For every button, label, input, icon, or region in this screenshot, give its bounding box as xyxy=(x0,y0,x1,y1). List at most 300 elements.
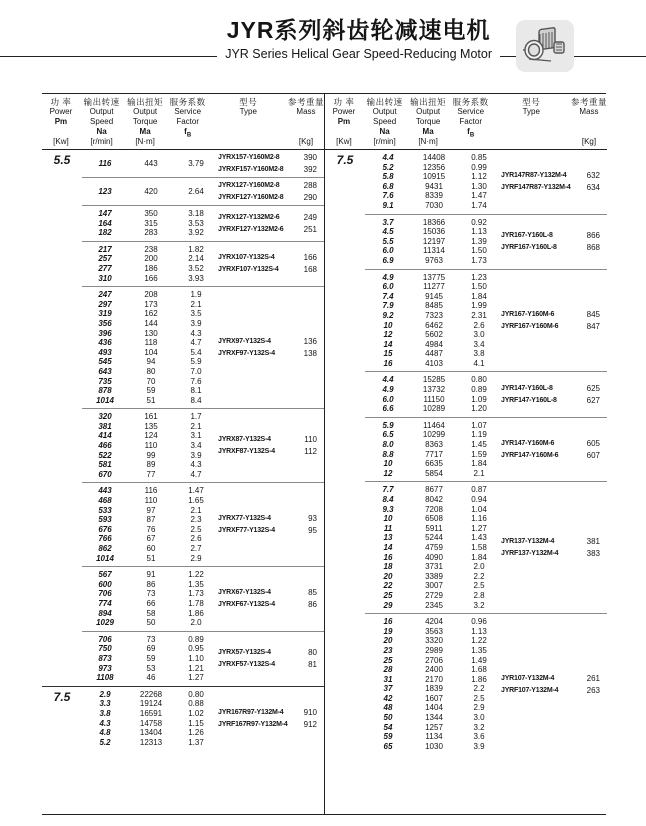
output-torque-value: 350 xyxy=(144,209,158,218)
mass-value: 383 xyxy=(586,549,600,559)
output-torque-value: 11464 xyxy=(423,420,445,430)
output-torque-value: 76 xyxy=(146,524,156,534)
service-factor-value: 1.23 xyxy=(471,272,487,282)
table-row xyxy=(365,282,501,292)
header-cn-torque: 输出扭矩 xyxy=(410,97,447,107)
output-speed-value: 774 xyxy=(98,598,112,608)
output-speed-value: 147 xyxy=(98,209,112,218)
service-factor-value: 1.86 xyxy=(188,608,204,618)
page-title-block xyxy=(217,12,500,65)
output-torque-value: 110 xyxy=(144,441,158,451)
mass-value: 607 xyxy=(586,451,600,461)
type-mass-row xyxy=(218,337,324,346)
type-mass-row xyxy=(218,600,324,609)
service-factor-value: 1.68 xyxy=(471,665,487,675)
output-torque-value: 9763 xyxy=(425,255,443,265)
type-mass-block xyxy=(218,181,324,202)
service-factor-value: 3.92 xyxy=(188,228,204,238)
service-factor-value: 2.9 xyxy=(190,553,202,563)
header-symbol-torque: Ma xyxy=(139,127,151,136)
model-type: JYR167-Y160M-6 xyxy=(501,311,555,318)
service-factor-value: 1.82 xyxy=(188,244,204,254)
type-mass-row xyxy=(501,171,607,180)
output-torque-value: 15285 xyxy=(422,375,446,385)
output-torque-value: 8339 xyxy=(425,191,443,201)
output-torque-value: 161 xyxy=(144,412,158,422)
service-factor-value: 1.74 xyxy=(471,200,487,210)
ratio-group xyxy=(365,613,607,754)
ratio-group xyxy=(82,687,324,751)
table-row xyxy=(82,348,218,358)
power-block xyxy=(325,150,607,754)
type-mass-row xyxy=(218,660,324,669)
table-row xyxy=(82,441,218,451)
output-speed-value: 735 xyxy=(98,376,112,386)
output-torque-value: 99 xyxy=(146,450,156,460)
header-en-speed-1: Speed xyxy=(373,117,397,126)
table-row xyxy=(365,524,501,534)
data-rows xyxy=(82,690,218,748)
header-en-factor-1: Factor xyxy=(459,117,483,126)
type-mass-row xyxy=(218,588,324,597)
service-factor-value: 8.1 xyxy=(190,386,202,396)
table-row xyxy=(82,525,218,535)
output-torque-value: 4204 xyxy=(425,617,443,627)
service-factor-value: 0.95 xyxy=(188,644,204,654)
model-type: JYRF137-Y132M-4 xyxy=(501,550,559,558)
model-type: JYR137-Y132M-4 xyxy=(501,538,555,546)
output-speed-value: 277 xyxy=(98,263,112,273)
output-speed-value: 16 xyxy=(383,358,393,368)
service-factor-value: 2.0 xyxy=(190,618,202,628)
table-row xyxy=(365,459,501,469)
service-factor-value: 8.4 xyxy=(190,395,202,405)
output-speed-value: 436 xyxy=(98,338,112,348)
mass-value: 625 xyxy=(586,384,600,394)
output-torque-value: 12356 xyxy=(422,162,446,172)
output-speed-value: 396 xyxy=(98,328,112,338)
table-row xyxy=(365,440,501,450)
service-factor-value: 4.1 xyxy=(473,358,485,368)
type-mass-row xyxy=(218,181,324,190)
output-torque-value: 124 xyxy=(144,431,158,441)
mass-value: 93 xyxy=(308,514,317,524)
table-row xyxy=(365,485,501,495)
table-row xyxy=(82,635,218,645)
type-mass-row xyxy=(218,720,324,729)
mass-value: 138 xyxy=(303,349,317,359)
header-col-speed xyxy=(80,97,124,147)
table-row xyxy=(82,309,218,319)
output-speed-value: 443 xyxy=(98,486,112,496)
mass-value: 912 xyxy=(303,720,317,729)
service-factor-value: 7.0 xyxy=(190,366,202,376)
table-row xyxy=(82,187,218,197)
service-factor-value: 4.7 xyxy=(190,469,202,479)
service-factor-value: 2.7 xyxy=(190,544,202,553)
output-speed-value: 217 xyxy=(98,244,112,254)
header-en-torque-1: Torque xyxy=(132,117,158,126)
type-mass-row xyxy=(218,265,324,274)
header-en-factor-0: Service xyxy=(457,107,485,116)
power-value: 7.5 xyxy=(336,153,354,167)
output-torque-value: 53 xyxy=(146,663,156,673)
model-type: JYRF107-Y132M-4 xyxy=(501,686,559,694)
output-speed-value: 878 xyxy=(98,386,112,396)
service-factor-value: 1.13 xyxy=(471,626,487,636)
output-torque-value: 144 xyxy=(144,318,158,328)
output-speed-value: 522 xyxy=(98,450,112,460)
model-type: JYR147R87-Y132M-4 xyxy=(501,172,567,180)
ratio-group xyxy=(82,482,324,566)
output-speed-value: 116 xyxy=(98,158,112,168)
service-factor-value: 3.2 xyxy=(473,722,485,732)
output-speed-value: 1014 xyxy=(96,395,114,405)
output-torque-value: 8677 xyxy=(425,485,443,495)
output-torque-value: 51 xyxy=(146,553,156,563)
output-torque-value: 5244 xyxy=(425,533,443,543)
service-factor-value: 5.9 xyxy=(190,357,202,367)
output-speed-value: 16 xyxy=(383,552,393,562)
output-speed-value: 10 xyxy=(383,459,393,469)
output-speed-value: 48 xyxy=(383,703,393,713)
service-factor-value: 3.9 xyxy=(190,450,202,460)
service-factor-value: 0.89 xyxy=(188,634,204,644)
output-speed-value: 545 xyxy=(98,357,112,367)
ratio-group xyxy=(82,631,324,686)
table-row xyxy=(82,274,218,284)
table-row xyxy=(365,646,501,656)
output-torque-value: 443 xyxy=(144,158,158,168)
ratio-group xyxy=(82,150,324,177)
table-row xyxy=(82,319,218,329)
output-speed-value: 676 xyxy=(98,524,112,534)
service-factor-value: 7.6 xyxy=(190,376,202,386)
header-col-torque xyxy=(406,97,450,147)
table-body xyxy=(42,150,324,814)
service-factor-value: 3.5 xyxy=(190,309,202,319)
header-en-speed-0: Output xyxy=(89,107,114,116)
data-rows xyxy=(82,159,218,169)
table-row xyxy=(82,644,218,654)
output-speed-value: 3.8 xyxy=(99,708,111,718)
output-speed-value: 59 xyxy=(383,732,393,742)
header-col-power xyxy=(42,97,80,147)
type-mass-row xyxy=(501,310,607,319)
type-mass-row xyxy=(501,537,607,546)
output-torque-value: 4487 xyxy=(425,349,443,359)
type-mass-block xyxy=(501,384,607,405)
ratio-group xyxy=(82,177,324,205)
ratio-group xyxy=(82,205,324,241)
table-row xyxy=(365,591,501,601)
type-mass-row xyxy=(218,225,324,234)
table-row xyxy=(82,654,218,664)
output-torque-value: 59 xyxy=(146,653,156,663)
type-mass-row xyxy=(218,526,324,535)
output-speed-value: 4.5 xyxy=(382,227,394,237)
output-torque-value: 1030 xyxy=(425,741,443,751)
output-torque-value: 73 xyxy=(146,589,156,599)
type-mass-row xyxy=(218,349,324,358)
service-factor-value: 2.6 xyxy=(473,320,485,330)
mass-value: 845 xyxy=(586,310,600,319)
header-unit-mass: [Kg] xyxy=(581,137,597,146)
type-mass-block xyxy=(501,439,607,460)
output-torque-value: 94 xyxy=(146,357,156,367)
output-speed-value: 466 xyxy=(98,441,112,451)
service-factor-value: 2.2 xyxy=(473,684,485,694)
model-type: JYRX77-Y132S-4 xyxy=(218,515,271,523)
header-unit-power: [Kw] xyxy=(53,137,69,146)
output-speed-value: 25 xyxy=(383,590,393,600)
table-row xyxy=(365,732,501,742)
mass-value: 86 xyxy=(308,600,317,610)
model-type: JYRXF77-Y132S-4 xyxy=(218,527,275,535)
table-row xyxy=(365,656,501,666)
header-en-power-0: Power xyxy=(49,107,73,116)
table-row xyxy=(365,665,501,675)
mass-value: 868 xyxy=(586,243,600,253)
header-col-mass xyxy=(571,97,607,147)
output-torque-value: 200 xyxy=(144,254,158,264)
table-row xyxy=(365,218,501,228)
header-symbol-torque: Ma xyxy=(422,127,434,136)
table-row xyxy=(365,340,501,350)
mass-value: 392 xyxy=(303,165,317,174)
service-factor-value: 2.3 xyxy=(190,515,202,525)
output-torque-value: 315 xyxy=(144,218,158,228)
output-speed-value: 6.0 xyxy=(382,282,394,292)
output-speed-value: 10 xyxy=(383,320,393,330)
table-row xyxy=(82,580,218,590)
output-torque-value: 1134 xyxy=(425,732,443,742)
table-row xyxy=(365,617,501,627)
model-type: JYR167R97-Y132M-4 xyxy=(218,709,284,716)
data-rows xyxy=(365,421,501,479)
service-factor-value: 4.3 xyxy=(190,328,202,338)
data-rows xyxy=(82,412,218,479)
header-col-speed xyxy=(363,97,407,147)
output-torque-value: 186 xyxy=(144,263,158,273)
output-torque-value: 4984 xyxy=(425,339,443,349)
header-symbol-power: Pm xyxy=(54,117,68,126)
service-factor-value: 1.45 xyxy=(471,440,487,450)
service-factor-value: 1.47 xyxy=(471,191,487,201)
output-torque-value: 70 xyxy=(146,376,156,386)
type-mass-block xyxy=(218,648,324,669)
output-torque-value: 50 xyxy=(146,618,156,628)
table-row xyxy=(365,395,501,405)
table-row xyxy=(82,460,218,470)
service-factor-value: 1.50 xyxy=(471,282,487,292)
output-speed-value: 23 xyxy=(383,645,393,655)
service-factor-value: 1.9 xyxy=(190,290,202,300)
table-row xyxy=(365,723,501,733)
type-mass-row xyxy=(501,243,607,252)
table-row xyxy=(365,163,501,173)
output-torque-value: 8363 xyxy=(425,440,443,450)
output-torque-value: 2706 xyxy=(425,655,443,665)
table-row xyxy=(82,338,218,348)
output-speed-value: 873 xyxy=(98,653,112,663)
model-type: JYRF167-Y160L-8 xyxy=(501,244,557,252)
mass-value: 290 xyxy=(303,193,317,202)
ratio-group xyxy=(82,286,324,408)
output-speed-value: 14 xyxy=(383,542,393,552)
model-type: JYR167-Y160L-8 xyxy=(501,232,553,240)
header-col-power xyxy=(325,97,363,147)
output-torque-value: 6462 xyxy=(425,320,443,330)
output-torque-value: 162 xyxy=(144,309,158,319)
service-factor-value: 1.35 xyxy=(188,579,204,589)
output-speed-value: 247 xyxy=(98,290,112,300)
header-col-mass xyxy=(288,97,324,147)
model-type: JYRXF87-Y132S-4 xyxy=(218,448,275,456)
service-factor-value: 2.8 xyxy=(473,590,485,600)
output-speed-value: 4.8 xyxy=(99,728,111,738)
service-factor-value: 1.7 xyxy=(190,412,202,422)
type-mass-row xyxy=(501,396,607,405)
mass-value: 261 xyxy=(586,673,600,683)
output-torque-value: 135 xyxy=(144,421,158,431)
output-torque-value: 1839 xyxy=(425,684,443,694)
service-factor-value: 1.37 xyxy=(188,737,204,747)
header-en-mass-0: Mass xyxy=(579,107,599,116)
service-factor-value: 0.80 xyxy=(471,375,487,385)
header-en-torque-0: Output xyxy=(416,107,441,116)
table-row xyxy=(82,699,218,709)
table-row xyxy=(365,636,501,646)
mass-value: 80 xyxy=(308,648,317,658)
data-rows xyxy=(82,187,218,197)
table-row xyxy=(82,290,218,300)
service-factor-value: 0.89 xyxy=(471,385,487,395)
mass-value: 632 xyxy=(586,171,600,181)
type-mass-block xyxy=(218,337,324,358)
ratio-group xyxy=(365,214,607,269)
table-row xyxy=(82,245,218,255)
service-factor-value: 1.30 xyxy=(471,181,487,191)
service-factor-value: 1.59 xyxy=(471,449,487,459)
table-row xyxy=(365,330,501,340)
table-row xyxy=(365,359,501,369)
service-factor-value: 1.04 xyxy=(471,504,487,514)
table-row xyxy=(365,533,501,543)
output-speed-value: 581 xyxy=(98,460,112,470)
service-factor-value: 1.84 xyxy=(471,459,487,469)
service-factor-value: 3.52 xyxy=(188,263,204,273)
model-type: JYR147-Y160L-8 xyxy=(501,385,553,393)
model-type: JYRXF127-Y160M2-8 xyxy=(218,194,284,201)
output-speed-value: 37 xyxy=(383,684,393,694)
output-torque-value: 2170 xyxy=(425,674,443,684)
header-unit-speed: [r/min] xyxy=(373,137,396,146)
mass-value: 112 xyxy=(304,447,317,457)
service-factor-value: 2.5 xyxy=(473,693,485,703)
output-torque-value: 12197 xyxy=(422,236,446,246)
mass-value: 390 xyxy=(303,153,317,162)
output-torque-value: 104 xyxy=(144,347,158,357)
output-speed-value: 4.4 xyxy=(382,375,394,385)
page-header xyxy=(0,0,646,88)
output-torque-value: 7208 xyxy=(425,504,443,514)
mass-value: 381 xyxy=(586,537,600,547)
header-en-speed-0: Output xyxy=(372,107,397,116)
type-mass-block xyxy=(218,213,324,234)
gear-motor-icon xyxy=(516,20,574,72)
model-type: JYRXF97-Y132S-4 xyxy=(218,350,275,358)
ratio-group xyxy=(82,241,324,286)
service-factor-value: 2.6 xyxy=(190,534,202,544)
mass-value: 95 xyxy=(308,526,317,536)
output-speed-value: 6.9 xyxy=(382,255,394,265)
output-speed-value: 1014 xyxy=(96,553,114,563)
table-row xyxy=(82,496,218,506)
output-torque-value: 14758 xyxy=(139,718,163,728)
table-row xyxy=(365,543,501,553)
spec-table-right xyxy=(324,94,607,814)
service-factor-value: 1.10 xyxy=(188,653,204,663)
output-torque-value: 5854 xyxy=(425,468,443,478)
service-factor-value: 1.19 xyxy=(471,430,487,440)
service-factor-value: 0.85 xyxy=(471,153,487,162)
table-row xyxy=(365,182,501,192)
output-speed-value: 5.2 xyxy=(99,737,111,747)
model-type: JYRX87-Y132S-4 xyxy=(218,436,271,444)
header-en-type-0: Type xyxy=(522,107,540,116)
power-value: 5.5 xyxy=(53,153,71,167)
output-speed-value: 567 xyxy=(98,570,112,580)
output-speed-value: 320 xyxy=(98,412,112,422)
output-torque-value: 2345 xyxy=(425,600,443,610)
output-speed-value: 310 xyxy=(98,273,112,283)
type-mass-row xyxy=(218,213,324,222)
service-factor-value: 2.5 xyxy=(473,581,485,591)
output-torque-value: 173 xyxy=(144,299,158,309)
table-row xyxy=(82,412,218,422)
output-torque-value: 11314 xyxy=(423,246,445,256)
header-symbol-speed: Na xyxy=(96,127,107,136)
service-factor-value: 1.22 xyxy=(471,636,487,646)
table-row xyxy=(365,404,501,414)
spec-table-left xyxy=(42,94,324,814)
header-symbol-speed: Na xyxy=(379,127,390,136)
service-factor-value: 1.07 xyxy=(471,420,487,430)
header-cn-mass: 参考重量 xyxy=(287,97,324,107)
output-speed-value: 6.8 xyxy=(382,181,394,191)
service-factor-value: 0.88 xyxy=(188,699,204,709)
data-rows xyxy=(82,570,218,628)
table-row xyxy=(365,713,501,723)
service-factor-value: 2.14 xyxy=(188,254,204,264)
output-speed-value: 13 xyxy=(383,533,393,543)
output-speed-value: 29 xyxy=(383,600,393,610)
output-speed-value: 54 xyxy=(383,722,393,732)
table-row xyxy=(82,664,218,674)
table-row xyxy=(365,256,501,266)
service-factor-value: 2.1 xyxy=(190,299,202,309)
table-row xyxy=(82,264,218,274)
model-type: JYRXF157-Y160M2-8 xyxy=(218,166,284,173)
output-torque-value: 9431 xyxy=(425,181,443,191)
service-factor-value: 1.13 xyxy=(471,227,487,237)
mass-value: 136 xyxy=(303,337,317,347)
table-row xyxy=(365,581,501,591)
output-speed-value: 381 xyxy=(98,421,112,431)
service-factor-value: 0.99 xyxy=(471,162,487,172)
power-value: 7.5 xyxy=(53,689,71,704)
